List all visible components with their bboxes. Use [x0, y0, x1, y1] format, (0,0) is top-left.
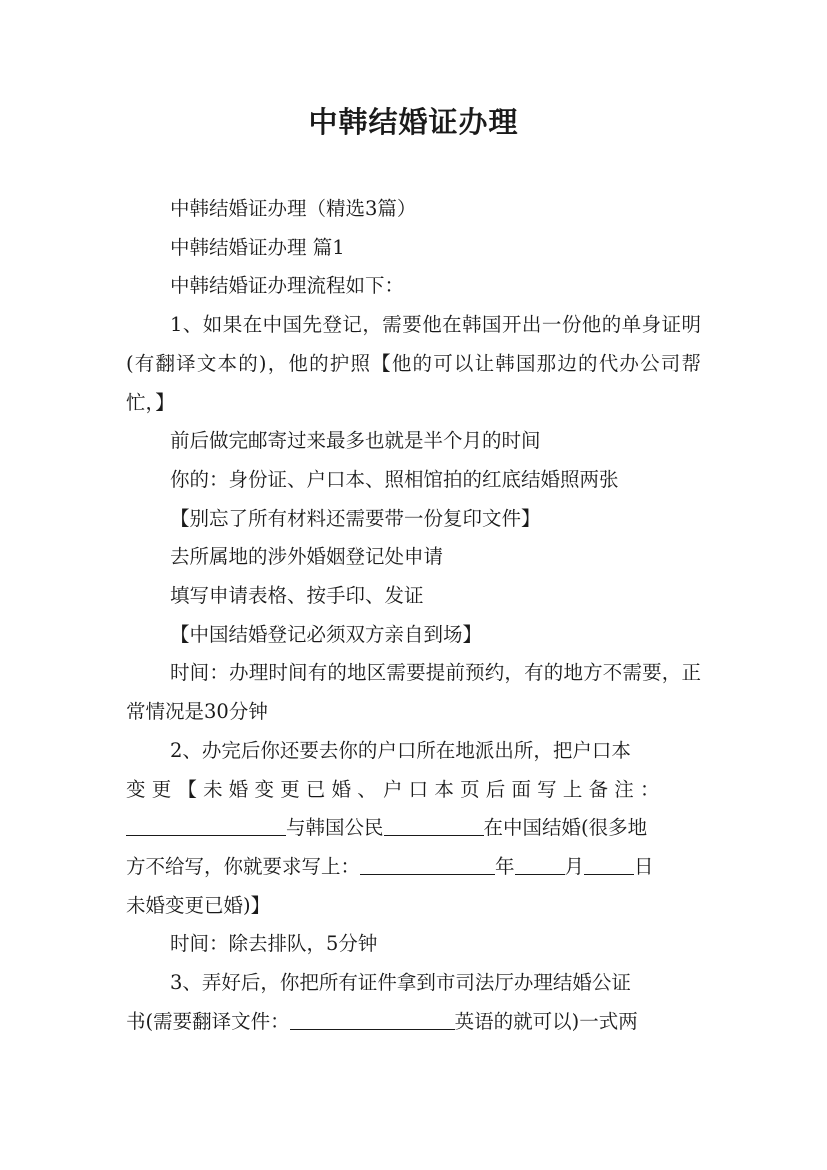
- document-title: 中韩结婚证办理: [308, 105, 519, 139]
- paragraph: 1、如果在中国先登记，需要他在韩国开出一份他的单身证明(有翻译文本的)，他的护照【他的可以让韩国那边的代办公司帮忙，】: [126, 313, 701, 414]
- document-body: [126, 190, 701, 1041]
- paragraph-line: 2、办完后你还要去你的户口所在地派出所，把户口本: [170, 738, 631, 762]
- text-span: 月: [564, 854, 585, 878]
- paragraph-line: [126, 848, 701, 887]
- text-span: 书(需要翻译文件：: [126, 1009, 290, 1033]
- text-span: 日: [634, 854, 654, 878]
- paragraph: 填写申请表格、按手印、发证: [170, 584, 424, 608]
- paragraph: [126, 732, 701, 925]
- paragraph-line: 未婚变更已婚)】: [126, 893, 271, 917]
- text-span: 方不给写，你就要求写上：: [126, 854, 361, 878]
- text-span: 在中国结婚(很多地: [483, 816, 648, 840]
- paragraph: 中韩结婚证办理流程如下：: [170, 274, 405, 298]
- blank-line: [584, 850, 634, 875]
- paragraph: 中韩结婚证办理 篇1: [170, 235, 345, 259]
- paragraph: [126, 964, 701, 1041]
- paragraph: 时间：办理时间有的地区需要提前预约，有的地方不需要，正常情况是30分钟: [126, 661, 701, 724]
- text-span: 英语的就可以)一式两: [454, 1009, 638, 1033]
- paragraph-line: 变 更 【 未 婚 变 更 已 婚 、 户 口 本 页 后 面 写 上 备 注 ：: [126, 777, 660, 801]
- paragraph-line: 3、弄好后，你把所有证件拿到市司法厅办理结婚公证: [170, 970, 631, 994]
- paragraph: 前后做完邮寄过来最多也就是半个月的时间: [170, 429, 541, 453]
- paragraph-line: [126, 809, 701, 848]
- text-span: 年: [495, 854, 515, 878]
- blank-line: [515, 850, 565, 875]
- paragraph: 【别忘了所有材料还需要带一份复印文件】: [170, 506, 541, 530]
- paragraph: 中韩结婚证办理（精选3篇）: [170, 197, 417, 220]
- text-span: 与韩国公民: [286, 816, 384, 840]
- paragraph-line: [126, 1003, 701, 1042]
- blank-line: [384, 811, 484, 836]
- blank-line: [360, 850, 495, 875]
- paragraph: 【中国结婚登记必须双方亲自到场】: [170, 622, 483, 646]
- paragraph: 去所属地的涉外婚姻登记处申请: [170, 545, 444, 569]
- paragraph: 时间：除去排队，5分钟: [170, 932, 378, 956]
- blank-line: [126, 811, 286, 836]
- paragraph: 你的：身份证、户口本、照相馆拍的红底结婚照两张: [170, 467, 619, 491]
- blank-line: [290, 1005, 455, 1030]
